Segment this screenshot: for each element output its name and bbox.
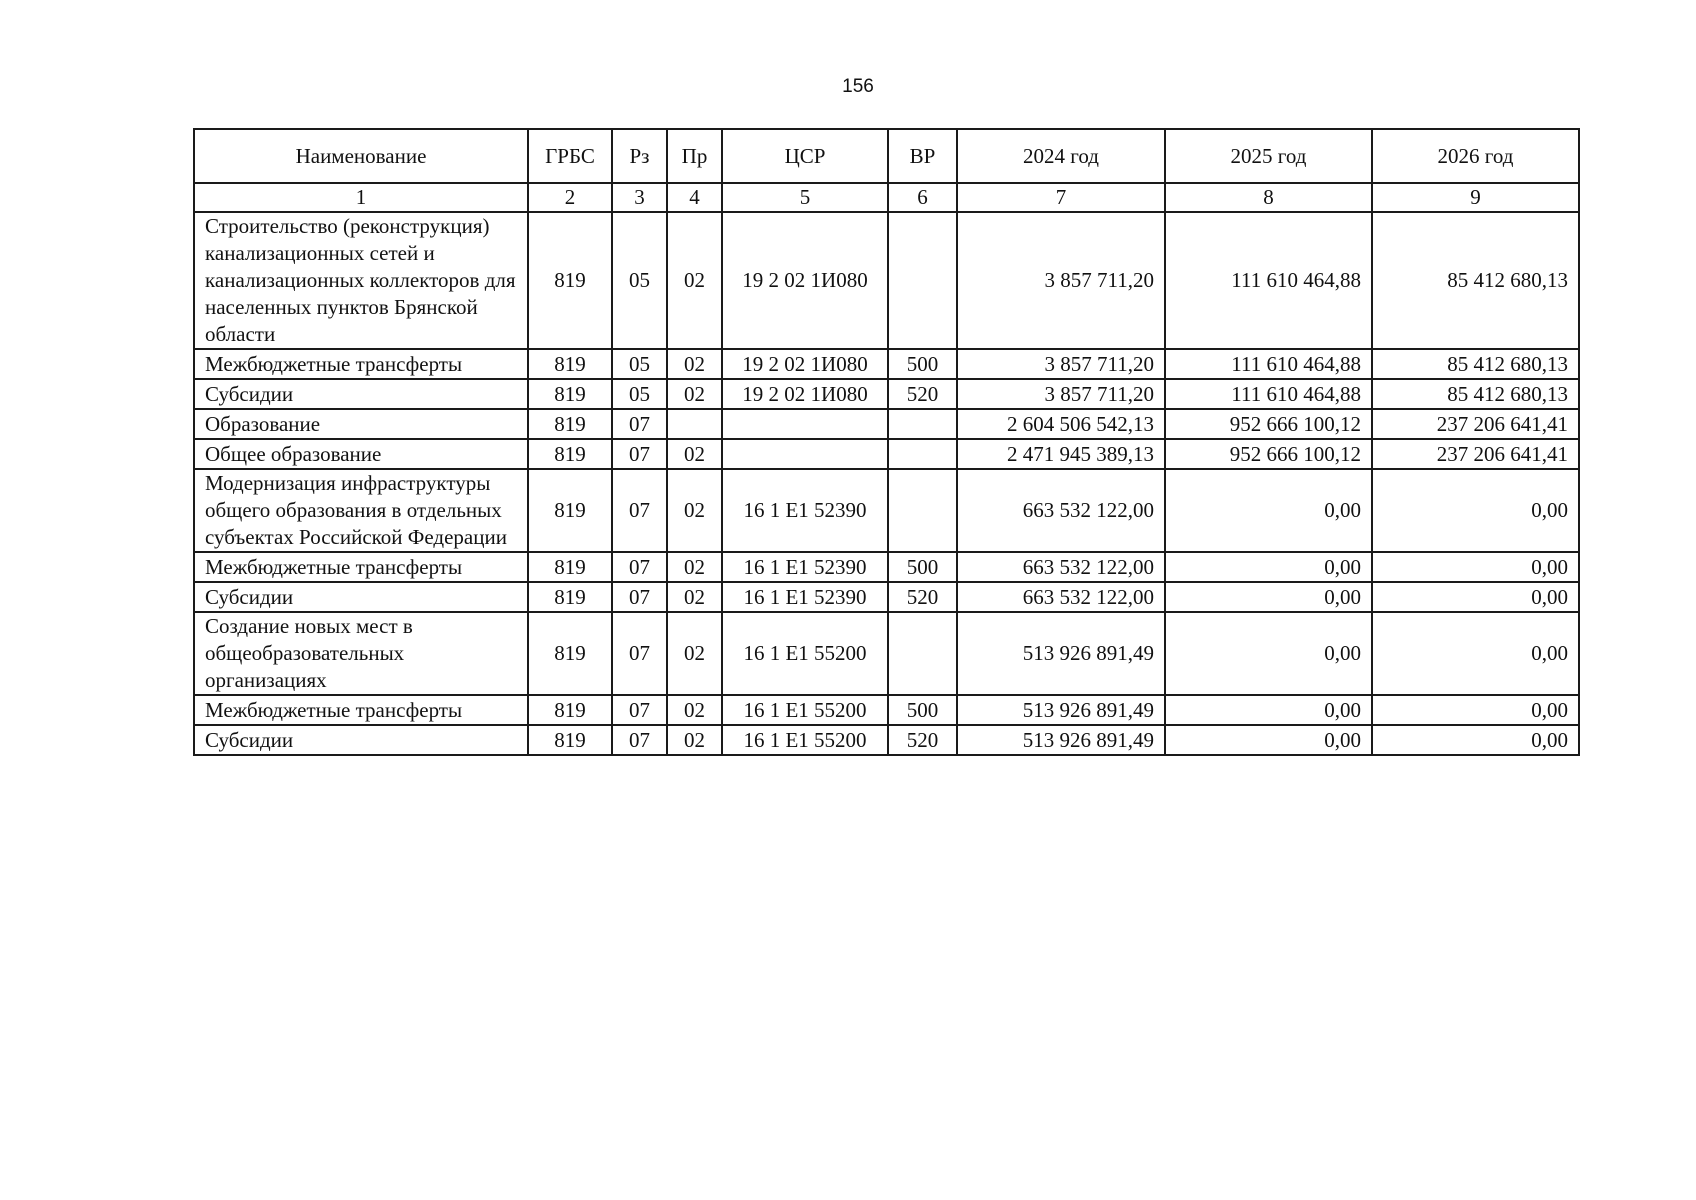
cell-2025: 111 610 464,88 <box>1165 349 1372 379</box>
table-row <box>194 695 1579 725</box>
cell-2025: 952 666 100,12 <box>1165 439 1372 469</box>
column-index: 6 <box>888 183 957 212</box>
cell-csr: 16 1 E1 55200 <box>722 695 888 725</box>
cell-rz: 05 <box>612 379 667 409</box>
header-grbs: ГРБС <box>528 129 612 183</box>
table-row <box>194 349 1579 379</box>
cell-csr: 19 2 02 1И080 <box>722 349 888 379</box>
cell-csr: 16 1 E1 52390 <box>722 469 888 552</box>
cell-vr <box>888 212 957 349</box>
cell-pr: 02 <box>667 379 722 409</box>
cell-name: Общее образование <box>194 439 528 469</box>
column-index: 1 <box>194 183 528 212</box>
cell-name: Субсидии <box>194 725 528 755</box>
header-vr: ВР <box>888 129 957 183</box>
cell-2025: 0,00 <box>1165 725 1372 755</box>
cell-rz: 07 <box>612 469 667 552</box>
cell-vr: 520 <box>888 582 957 612</box>
cell-2026: 237 206 641,41 <box>1372 439 1579 469</box>
cell-2026: 237 206 641,41 <box>1372 409 1579 439</box>
cell-csr: 16 1 E1 55200 <box>722 612 888 695</box>
cell-grbs: 819 <box>528 409 612 439</box>
cell-grbs: 819 <box>528 439 612 469</box>
cell-pr: 02 <box>667 469 722 552</box>
cell-2026: 0,00 <box>1372 725 1579 755</box>
cell-vr: 520 <box>888 725 957 755</box>
cell-rz: 07 <box>612 439 667 469</box>
column-index: 7 <box>957 183 1165 212</box>
header-rz: Рз <box>612 129 667 183</box>
table-row <box>194 552 1579 582</box>
cell-2024: 513 926 891,49 <box>957 612 1165 695</box>
cell-vr: 520 <box>888 379 957 409</box>
table-row <box>194 212 1579 349</box>
header-csr: ЦСР <box>722 129 888 183</box>
cell-rz: 07 <box>612 695 667 725</box>
cell-name: Создание новых мест в общеобразовательных организациях <box>194 612 528 695</box>
column-index: 2 <box>528 183 612 212</box>
cell-vr <box>888 612 957 695</box>
cell-2024: 3 857 711,20 <box>957 212 1165 349</box>
cell-pr: 02 <box>667 552 722 582</box>
table-row <box>194 439 1579 469</box>
cell-2025: 111 610 464,88 <box>1165 212 1372 349</box>
cell-csr <box>722 409 888 439</box>
cell-name: Образование <box>194 409 528 439</box>
cell-pr: 02 <box>667 695 722 725</box>
table-row <box>194 582 1579 612</box>
cell-2024: 663 532 122,00 <box>957 582 1165 612</box>
cell-grbs: 819 <box>528 379 612 409</box>
cell-2024: 2 471 945 389,13 <box>957 439 1165 469</box>
cell-pr: 02 <box>667 212 722 349</box>
cell-2025: 0,00 <box>1165 582 1372 612</box>
header-row <box>194 129 1579 183</box>
cell-2026: 0,00 <box>1372 552 1579 582</box>
table-row <box>194 379 1579 409</box>
cell-vr: 500 <box>888 552 957 582</box>
cell-2024: 663 532 122,00 <box>957 469 1165 552</box>
cell-2024: 2 604 506 542,13 <box>957 409 1165 439</box>
cell-grbs: 819 <box>528 469 612 552</box>
header-pr: Пр <box>667 129 722 183</box>
cell-csr: 16 1 E1 52390 <box>722 552 888 582</box>
cell-2025: 0,00 <box>1165 695 1372 725</box>
cell-2026: 0,00 <box>1372 469 1579 552</box>
column-index: 8 <box>1165 183 1372 212</box>
cell-name: Строительство (реконструкция) канализационных сетей и канализационных коллекторов для населенных пунктов Брянской области <box>194 212 528 349</box>
cell-2024: 513 926 891,49 <box>957 725 1165 755</box>
table-row <box>194 612 1579 695</box>
cell-2025: 0,00 <box>1165 552 1372 582</box>
cell-grbs: 819 <box>528 725 612 755</box>
cell-pr: 02 <box>667 349 722 379</box>
cell-pr: 02 <box>667 439 722 469</box>
cell-grbs: 819 <box>528 212 612 349</box>
column-index: 9 <box>1372 183 1579 212</box>
header-2026: 2026 год <box>1372 129 1579 183</box>
column-index: 3 <box>612 183 667 212</box>
page-number: 156 <box>842 76 874 97</box>
cell-pr: 02 <box>667 582 722 612</box>
cell-grbs: 819 <box>528 612 612 695</box>
cell-vr: 500 <box>888 695 957 725</box>
cell-rz: 07 <box>612 582 667 612</box>
cell-pr: 02 <box>667 725 722 755</box>
cell-csr: 19 2 02 1И080 <box>722 212 888 349</box>
cell-vr <box>888 409 957 439</box>
cell-2026: 85 412 680,13 <box>1372 379 1579 409</box>
header-name: Наименование <box>194 129 528 183</box>
cell-2024: 3 857 711,20 <box>957 379 1165 409</box>
cell-2026: 85 412 680,13 <box>1372 349 1579 379</box>
cell-2026: 0,00 <box>1372 582 1579 612</box>
cell-grbs: 819 <box>528 552 612 582</box>
cell-name: Межбюджетные трансферты <box>194 552 528 582</box>
cell-grbs: 819 <box>528 695 612 725</box>
cell-csr: 19 2 02 1И080 <box>722 379 888 409</box>
cell-2024: 663 532 122,00 <box>957 552 1165 582</box>
cell-grbs: 819 <box>528 349 612 379</box>
cell-vr: 500 <box>888 349 957 379</box>
cell-rz: 07 <box>612 725 667 755</box>
cell-2026: 0,00 <box>1372 695 1579 725</box>
cell-2025: 952 666 100,12 <box>1165 409 1372 439</box>
column-index: 5 <box>722 183 888 212</box>
cell-vr <box>888 469 957 552</box>
cell-name: Субсидии <box>194 379 528 409</box>
cell-rz: 07 <box>612 409 667 439</box>
cell-rz: 05 <box>612 212 667 349</box>
cell-2025: 0,00 <box>1165 469 1372 552</box>
cell-2024: 3 857 711,20 <box>957 349 1165 379</box>
cell-name: Межбюджетные трансферты <box>194 349 528 379</box>
cell-pr: 02 <box>667 612 722 695</box>
cell-csr: 16 1 E1 55200 <box>722 725 888 755</box>
table-row <box>194 409 1579 439</box>
column-index-row <box>194 183 1579 212</box>
cell-grbs: 819 <box>528 582 612 612</box>
column-index: 4 <box>667 183 722 212</box>
header-2025: 2025 год <box>1165 129 1372 183</box>
cell-rz: 05 <box>612 349 667 379</box>
cell-name: Межбюджетные трансферты <box>194 695 528 725</box>
cell-name: Модернизация инфраструктуры общего образования в отдельных субъектах Российской Федерации <box>194 469 528 552</box>
cell-2026: 85 412 680,13 <box>1372 212 1579 349</box>
header-2024: 2024 год <box>957 129 1165 183</box>
cell-name: Субсидии <box>194 582 528 612</box>
cell-2025: 111 610 464,88 <box>1165 379 1372 409</box>
budget-table <box>193 128 1580 756</box>
table-row <box>194 469 1579 552</box>
cell-rz: 07 <box>612 612 667 695</box>
cell-2025: 0,00 <box>1165 612 1372 695</box>
cell-2026: 0,00 <box>1372 612 1579 695</box>
cell-pr <box>667 409 722 439</box>
cell-csr: 16 1 E1 52390 <box>722 582 888 612</box>
table-row <box>194 725 1579 755</box>
cell-csr <box>722 439 888 469</box>
cell-rz: 07 <box>612 552 667 582</box>
cell-vr <box>888 439 957 469</box>
cell-2024: 513 926 891,49 <box>957 695 1165 725</box>
